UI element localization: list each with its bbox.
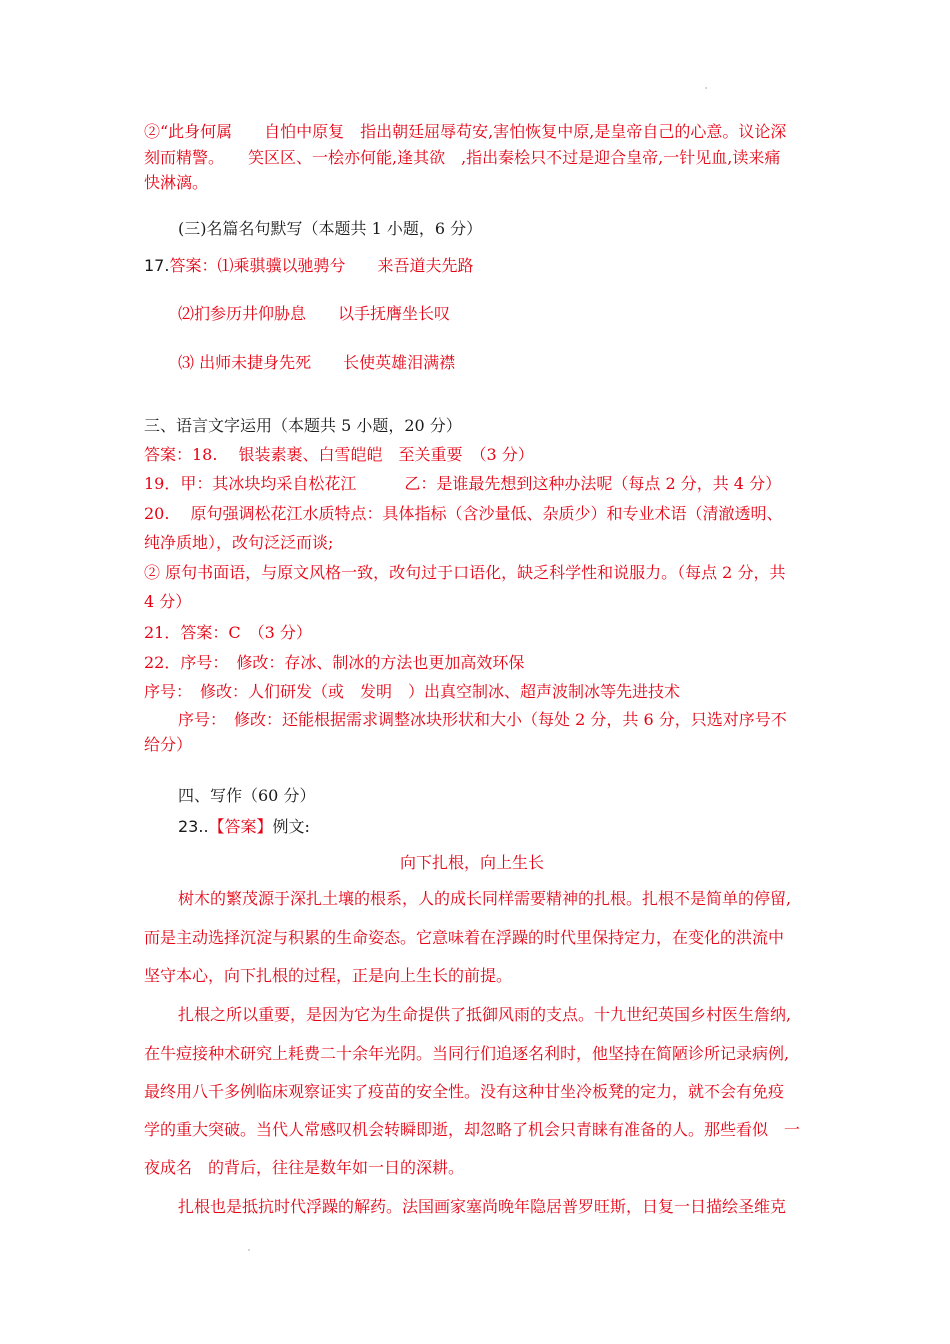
answer-line: 序号： 修改：人们研发（或 发明 ）出真空制冰、超声波制冰等先进技术 <box>144 682 681 701</box>
answer-line: 序号： 修改：还能根据需求调整冰块形状和大小（每处 2 分，共 6 分，只选对序号不 <box>178 710 787 729</box>
scan-speck <box>248 1249 250 1251</box>
scan-speck <box>705 87 707 89</box>
section-heading: (三)名篇名句默写（本题共 1 小题，6 分） <box>178 219 483 238</box>
answer-line: 快淋漓。 <box>144 173 209 192</box>
answer-22: 22．序号： 修改：存冰、制冰的方法也更加高效环保 <box>144 653 525 672</box>
answer-21: 21．答案：C （3 分） <box>144 623 312 642</box>
answer-line: ⑵扪参历井仰胁息 以手抚膺坐长叹 <box>178 304 451 323</box>
answer-line: 4 分） <box>144 592 192 611</box>
answer-line: ⑶ 出师未捷身先死 长使英雄泪满襟 <box>178 353 456 372</box>
essay-line: 在牛痘接种术研究上耗费二十余年光阴。当同行们追逐名利时，他坚持在简陋诊所记录病例, <box>144 1044 790 1063</box>
answer-line: 纯净质地），改句泛泛而谈; <box>144 533 334 552</box>
essay-line: 树木的繁茂源于深扎土壤的根系，人的成长同样需要精神的扎根。扎根不是简单的停留, <box>178 889 792 908</box>
essay-line: 扎根也是抵抗时代浮躁的解药。法国画家塞尚晚年隐居普罗旺斯，日复一日描绘圣维克 <box>178 1197 787 1216</box>
answer-line: ②“此身何属 自怕中原复 指出朝廷屈辱苟安,害怕恢复中原,是皇帝自己的心意。议论深 <box>144 122 787 141</box>
essay-line: 而是主动选择沉淀与积累的生命姿态。它意味着在浮躁的时代里保持定力，在变化的洪流中 <box>144 928 785 947</box>
question-number: 17. <box>144 256 170 275</box>
answer-label: 例文: <box>272 817 310 836</box>
answer-19: 19．甲：其冰块均采自松花江 乙：是谁最先想到这种办法呢（每点 2 分，共 4 分） <box>144 474 782 493</box>
section-heading: 四、写作（60 分） <box>178 786 316 805</box>
essay-line: 夜成名 的背后，往往是数年如一日的深耕。 <box>144 1158 465 1177</box>
essay-title: 向下扎根，向上生长 <box>400 853 545 872</box>
answer-18: 答案：18. 银装素裹、白雪皑皑 至关重要 （3 分） <box>144 445 534 464</box>
answer-line: 刻而精警。 笑区区、一桧亦何能,逢其欲 ,指出秦桧只不过是迎合皇帝,一针见血,读来痛 <box>144 148 781 167</box>
answer-line: 给分） <box>144 735 193 754</box>
answer-20: 20. 原句强调松花江水质特点：具体指标（含沙量低、杂质少）和专业术语（清澈透明、 <box>144 504 783 523</box>
answer-label: 答案： <box>169 256 218 275</box>
question-17 <box>144 255 473 277</box>
essay-line: 坚守本心，向下扎根的过程，正是向上生长的前提。 <box>144 966 513 985</box>
answer-tag: 【答案】 <box>208 817 273 836</box>
essay-line: 最终用八千多例临床观察证实了疫苗的安全性。没有这种甘坐冷板凳的定力，就不会有免疫 <box>144 1082 785 1101</box>
question-23 <box>178 816 310 838</box>
question-number: 23.. <box>178 817 209 836</box>
answer-text: ⑴乘骐骥以驰骋兮 来吾道夫先路 <box>217 256 474 275</box>
section-heading: 三、语言文字运用（本题共 5 小题，20 分） <box>144 416 462 435</box>
essay-line: 学的重大突破。当代人常感叹机会转瞬即逝，却忽略了机会只青睐有准备的人。那些看似 一 <box>144 1120 801 1139</box>
essay-line: 扎根之所以重要，是因为它为生命提供了抵御风雨的支点。十九世纪英国乡村医生詹纳, <box>178 1005 792 1024</box>
answer-line: ② 原句书面语，与原文风格一致，改句过于口语化，缺乏科学性和说服力。（每点 2 分，共 <box>144 563 786 582</box>
